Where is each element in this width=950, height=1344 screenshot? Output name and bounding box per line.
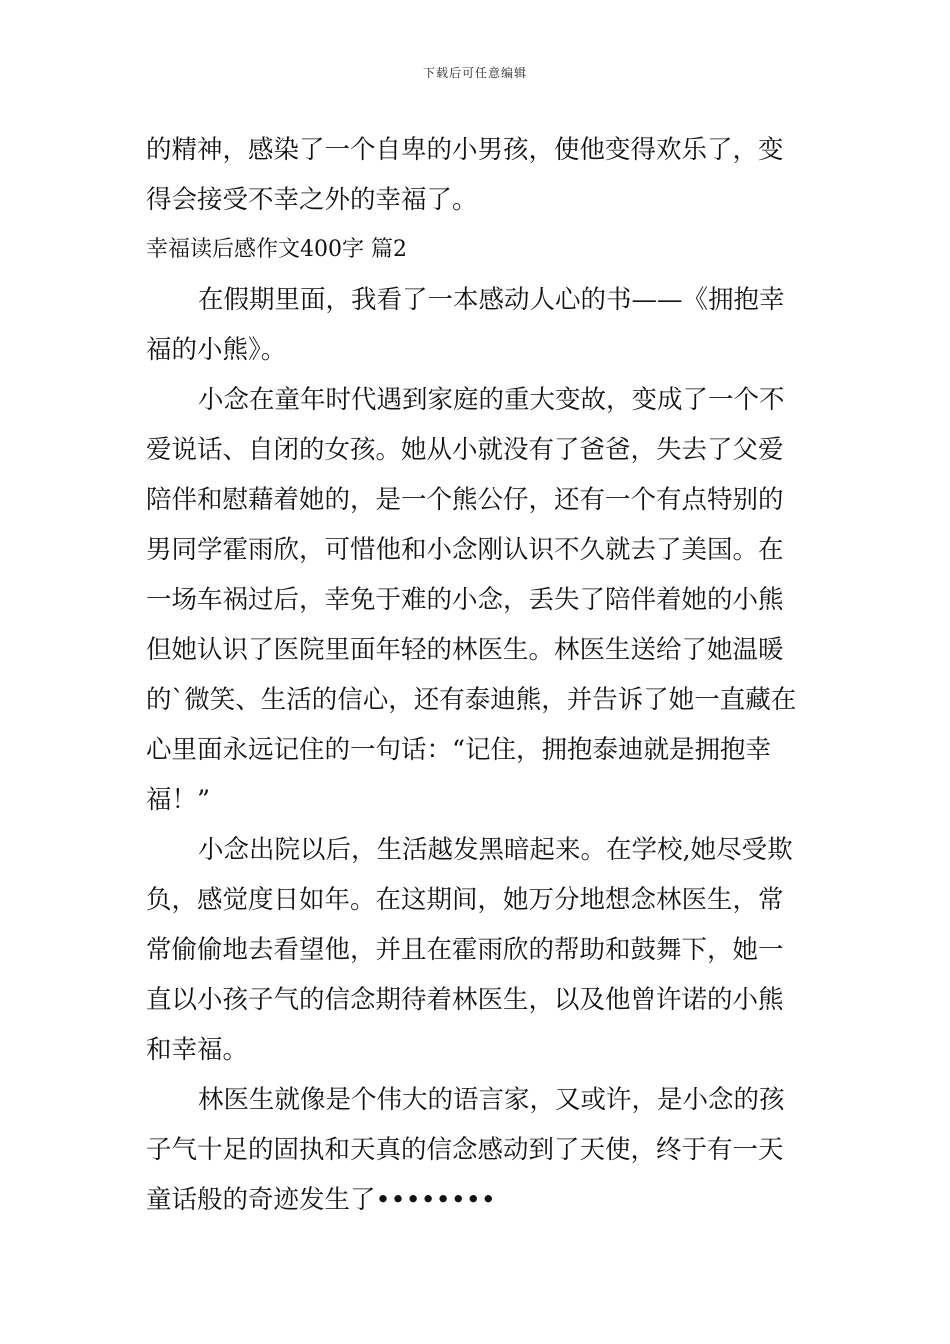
text-line: 和幸福。 — [146, 1035, 249, 1065]
section-heading: 幸福读后感作文400字 篇2 — [146, 237, 407, 262]
text-line: 林医生就像是个伟大的语言家，又或许，是小念的孩 — [198, 1085, 785, 1115]
document-body — [146, 125, 808, 1225]
text-line: 但她认识了医院里面年轻的林医生。林医生送给了她温暖 — [146, 635, 784, 665]
text-line: 小念出院以后，生活越发黑暗起来。在学校,她尽受欺 — [198, 835, 793, 865]
page-header-note: 下载后可任意编辑 — [422, 66, 527, 80]
text-line: 负，感觉度日如年。在这期间，她万分地想念林医生，常 — [146, 885, 784, 915]
text-line: 直以小孩子气的信念期待着林医生，以及他曾许诺的小熊 — [146, 985, 784, 1015]
text-line: 的精神，感染了一个自卑的小男孩，使他变得欢乐了，变 — [146, 135, 784, 165]
text-line: 在假期里面，我看了一本感动人心的书——《拥抱幸 — [198, 285, 785, 315]
text-line: 小念在童年时代遇到家庭的重大变故，变成了一个不 — [198, 385, 785, 415]
text-line: 常偷偷地去看望他，并且在霍雨欣的帮助和鼓舞下，她一 — [146, 935, 784, 965]
text-line: 福的小熊》。 — [146, 335, 287, 365]
text-line: 一场车祸过后，幸免于难的小念，丢失了陪伴着她的小熊 — [146, 585, 784, 615]
text-line: 童话般的奇迹发生了•••••••• — [146, 1185, 496, 1215]
text-line: 心里面永远记住的一句话：“记住，拥抱泰迪就是拥抱幸 — [146, 735, 772, 765]
text-line: 爱说话、自闭的女孩。她从小就没有了爸爸，失去了父爱 — [146, 435, 784, 465]
text-line: 男同学霍雨欣，可惜他和小念刚认识不久就去了美国。在 — [146, 535, 784, 565]
text-line: 陪伴和慰藉着她的，是一个熊公仔，还有一个有点特别的 — [146, 485, 784, 515]
text-line: 福！” — [146, 785, 211, 815]
text-line: 子气十足的固执和天真的信念感动到了天使，终于有一天 — [146, 1135, 784, 1165]
text-line: 得会接受不幸之外的幸福了。 — [146, 185, 478, 215]
text-line: 的`微笑、生活的信心，还有泰迪熊，并告诉了她一直藏在 — [146, 685, 797, 715]
